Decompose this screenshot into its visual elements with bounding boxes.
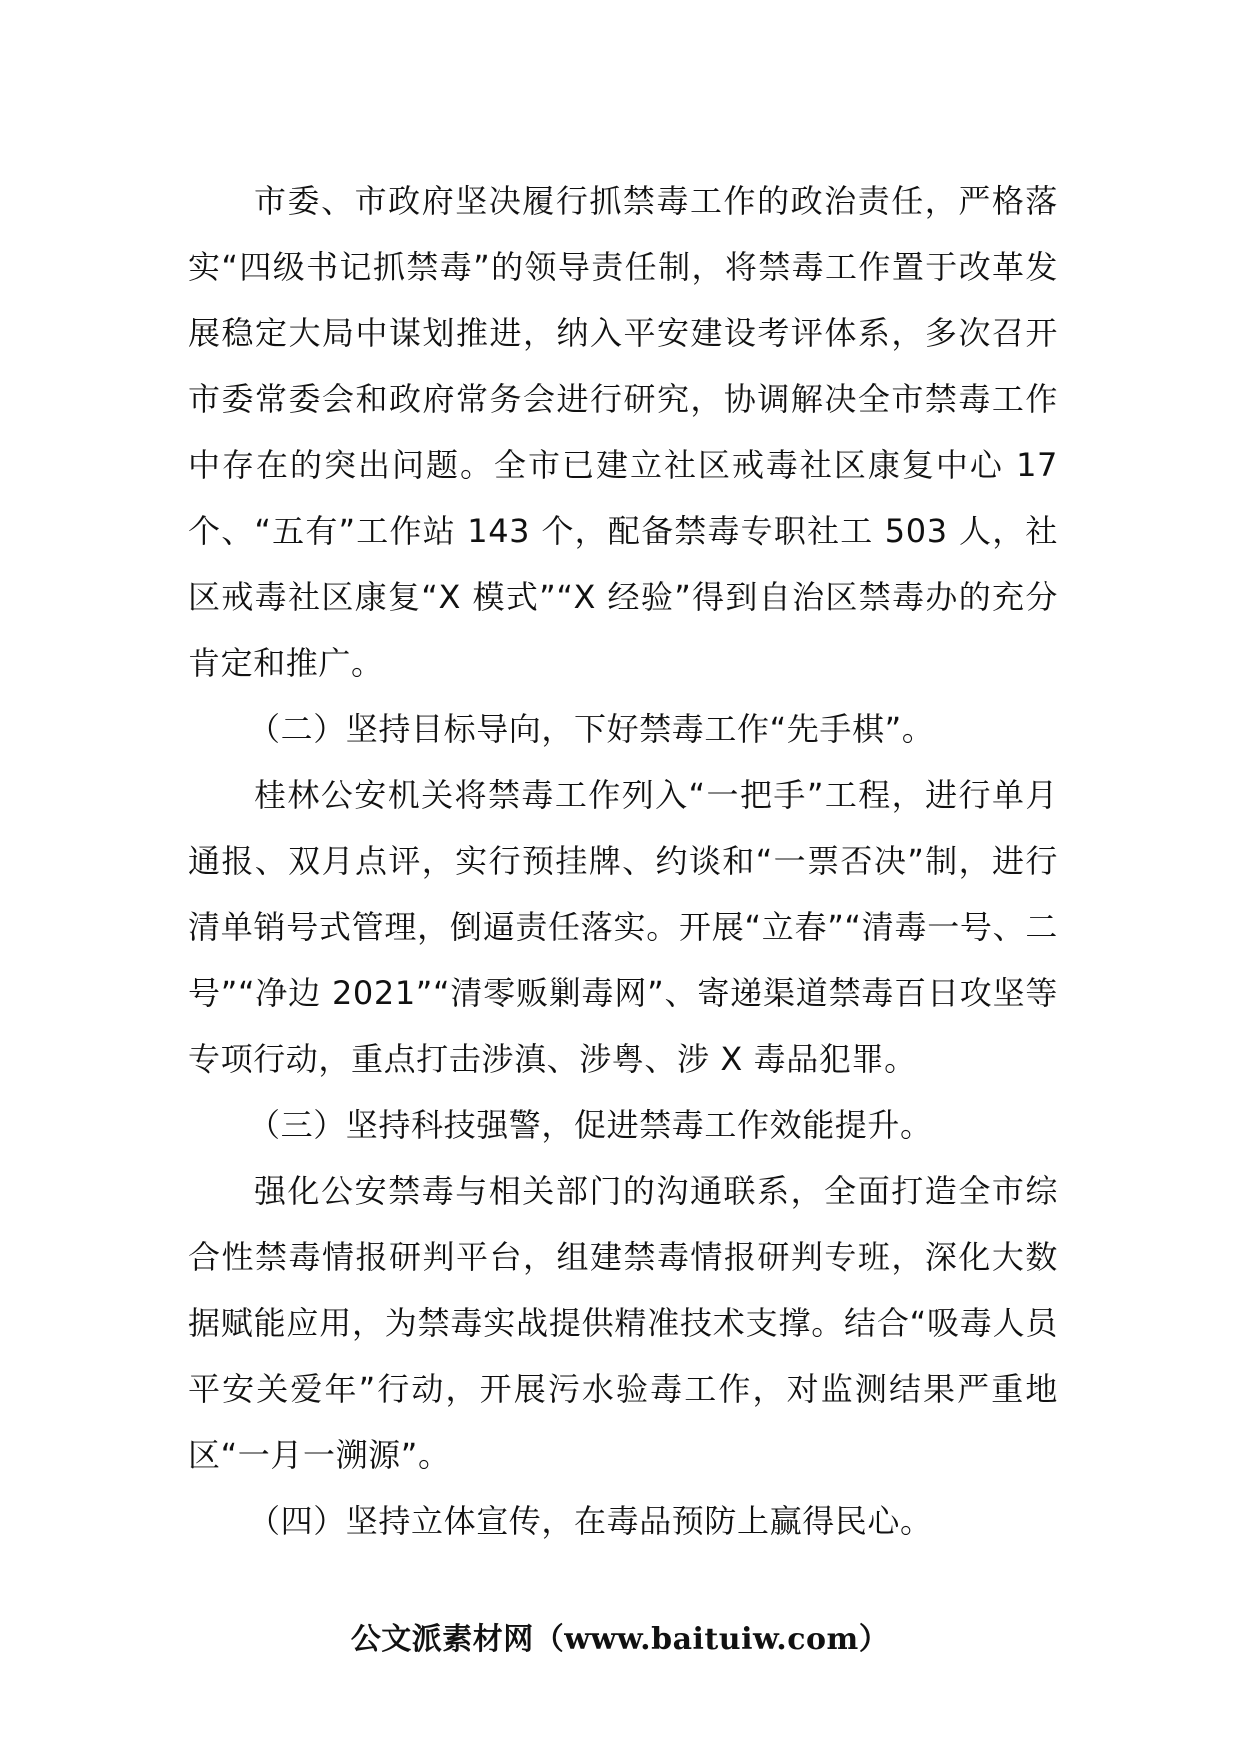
paragraph-technology: 强化公安禁毒与相关部门的沟通联系，全面打造全市综合性禁毒情报研判平台，组建禁毒情报研判专班，深化大数据赋能应用，为禁毒实战提供精准技术支撑。结合“吸毒人员平安关爱年”行动，开展污水验毒工作，对监测结果严重地区“一月一溯源”。 — [188, 1172, 1058, 1474]
footer-watermark: 公文派素材网（www.baituiw.com） — [350, 1622, 890, 1657]
section-heading-3: （三）坚持科技强警，促进禁毒工作效能提升。 — [248, 1106, 933, 1144]
paragraph-committee-responsibility: 市委、市政府坚决履行抓禁毒工作的政治责任，严格落实“四级书记抓禁毒”的领导责任制，将禁毒工作置于改革发展稳定大局中谋划推进，纳入平安建设考评体系，多次召开市委常委会和政府常务会进行研究，协调解决全市禁毒工作中存在的突出问题。全市已建立社区戒毒社区康复中心 17 个、“五有”工作站 143 个，配备禁毒专职社工 503 人，社区戒毒社区康复“X 模式”“X 经验”得到自治区禁毒办的充分肯定和推广。 — [188, 182, 1058, 682]
document-body — [188, 168, 1058, 1554]
section-heading-4: （四）坚持立体宣传，在毒品预防上赢得民心。 — [248, 1502, 933, 1540]
section-heading-2: （二）坚持目标导向，下好禁毒工作“先手棋”。 — [248, 710, 935, 748]
paragraph-police-campaigns: 桂林公安机关将禁毒工作列入“一把手”工程，进行单月通报、双月点评，实行预挂牌、约谈和“一票否决”制，进行清单销号式管理，倒逼责任落实。开展“立春”“清毒一号、二号”“净边 2021”“清零贩剿毒网”、寄递渠道禁毒百日攻坚等专项行动，重点打击涉滇、涉粤、涉 X 毒品犯罪。 — [188, 776, 1058, 1078]
